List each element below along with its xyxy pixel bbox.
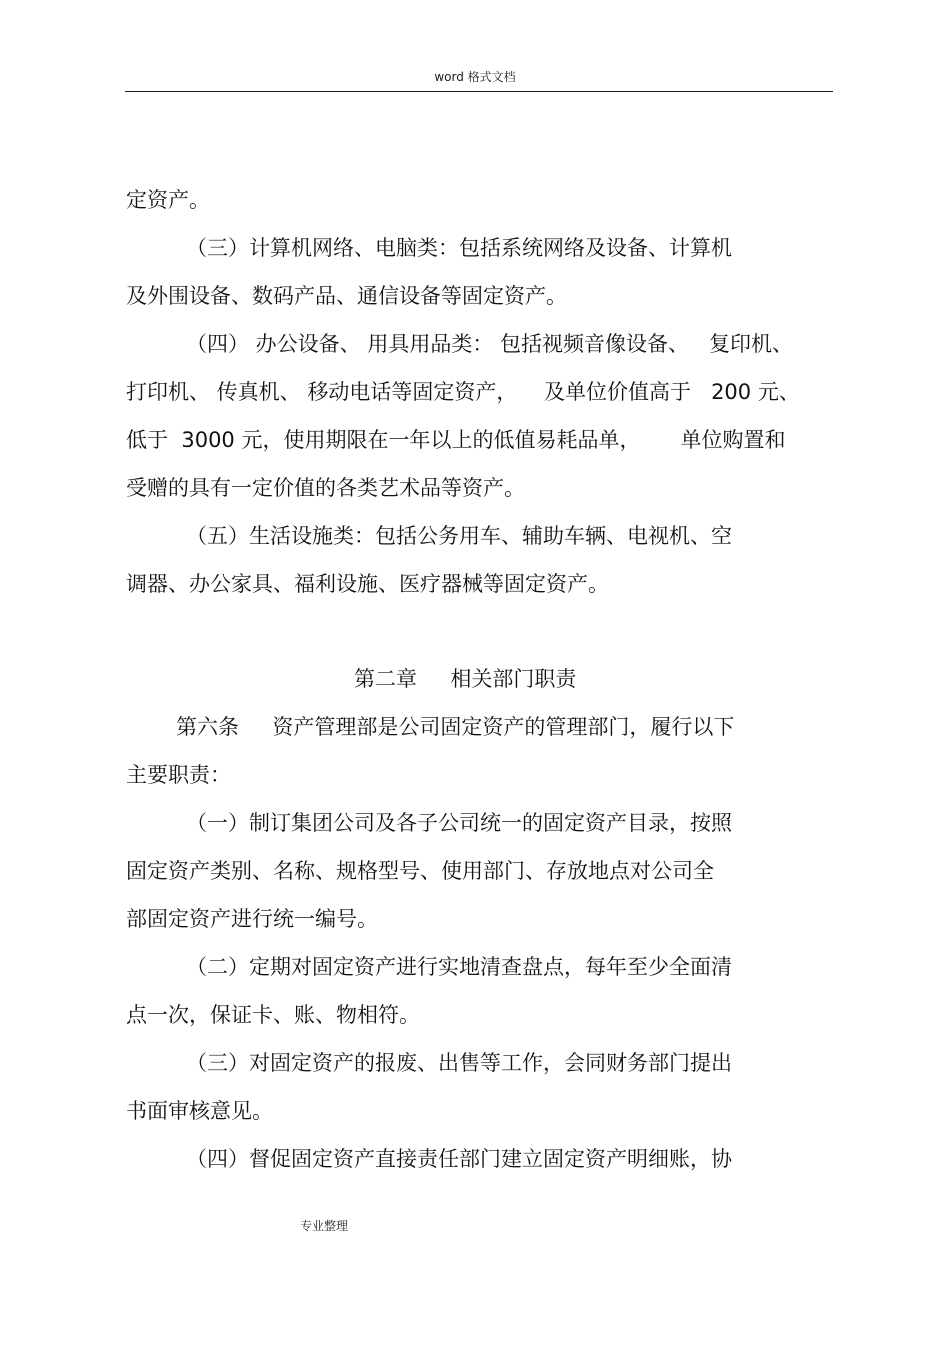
article-line: 固定资产类别、名称、规格型号、使用部门、存放地点对公司全 — [126, 859, 714, 883]
body-line: 打印机、 传真机、 移动电话等固定资产， 及单位价值高于 200 元、 — [126, 380, 800, 404]
article-line: 书面审核意见。 — [126, 1099, 273, 1123]
article-line: 部固定资产进行统一编号。 — [126, 907, 378, 931]
chapter-heading: 第二章 相关部门职责 — [354, 667, 577, 691]
body-line: （三）计算机网络、电脑类：包括系统网络及设备、计算机 — [186, 236, 732, 260]
page-header-title: word 格式文档 — [434, 70, 516, 84]
article-line: 主要职责： — [126, 763, 231, 787]
article-line: （四）督促固定资产直接责任部门建立固定资产明细账，协 — [186, 1147, 732, 1171]
page-footer-text: 专业整理 — [300, 1219, 349, 1233]
article-line: 点一次，保证卡、账、物相符。 — [126, 1003, 420, 1027]
body-line: 及外围设备、数码产品、通信设备等固定资产。 — [126, 284, 567, 308]
body-line: 低于 3000 元，使用期限在一年以上的低值易耗品单， 单位购置和 — [126, 428, 786, 452]
article-line: （三）对固定资产的报废、出售等工作，会同财务部门提出 — [186, 1051, 732, 1075]
body-line: （四） 办公设备、 用具用品类： 包括视频音像设备、 复印机、 — [186, 332, 794, 356]
body-line: 定资产。 — [126, 188, 210, 212]
header-divider — [125, 91, 833, 92]
article-line: 第六条 资产管理部是公司固定资产的管理部门，履行以下 — [176, 715, 735, 739]
body-line: （五）生活设施类：包括公务用车、辅助车辆、电视机、空 — [186, 524, 732, 548]
article-line: （二）定期对固定资产进行实地清查盘点，每年至少全面清 — [186, 955, 732, 979]
article-line: （一）制订集团公司及各子公司统一的固定资产目录，按照 — [186, 811, 732, 835]
body-line: 受赠的具有一定价值的各类艺术品等资产。 — [126, 476, 525, 500]
body-line: 调器、办公家具、福利设施、医疗器械等固定资产。 — [126, 572, 609, 596]
